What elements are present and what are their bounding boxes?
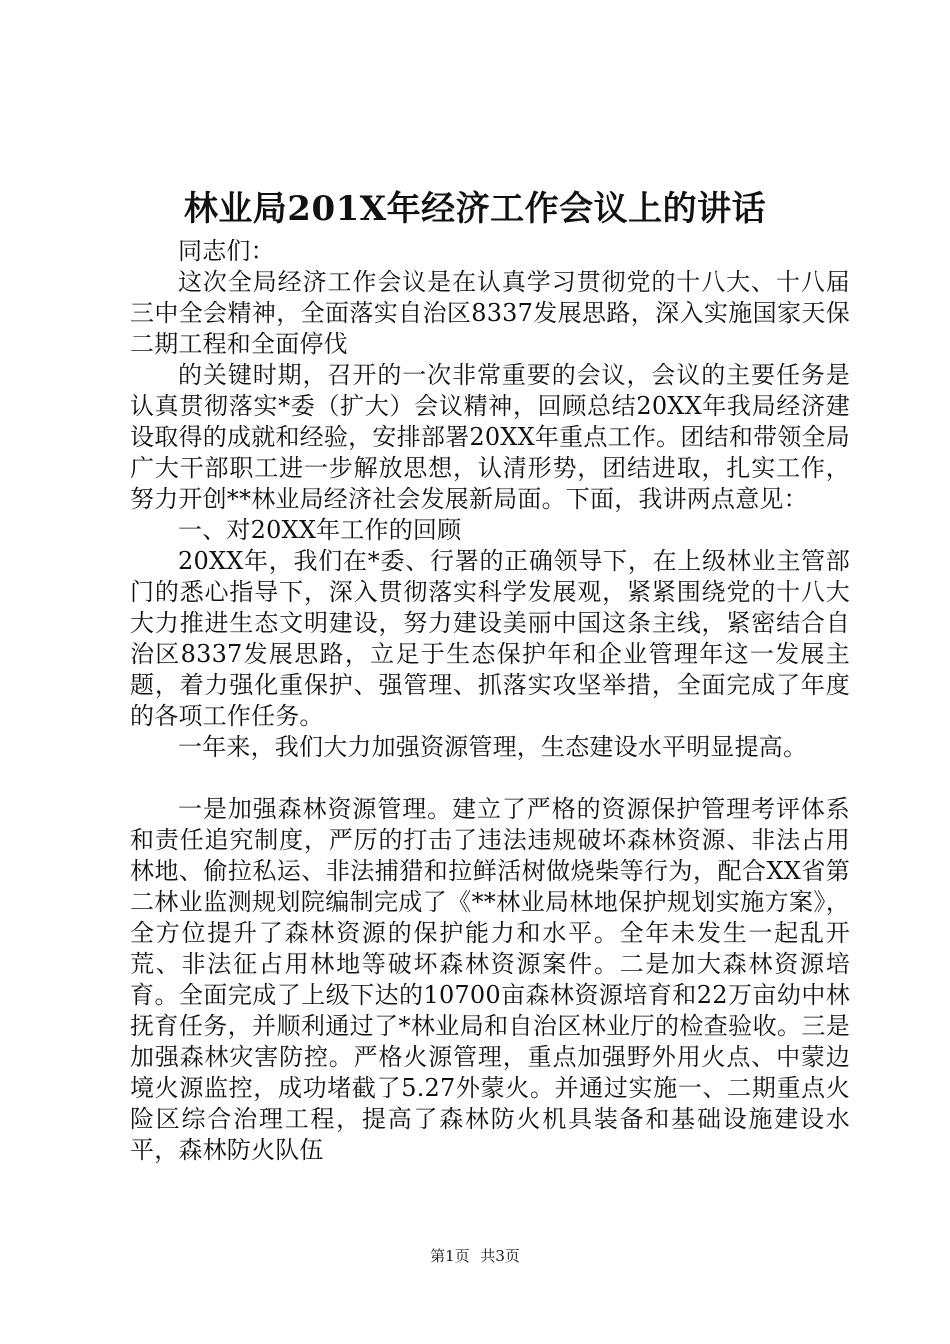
paragraph-intro: 这次全局经济工作会议是在认真学习贯彻党的十八大、十八届三中全会精神，全面落实自治区8337发展思路，深入实施国家天保二期工程和全面停伐: [130, 268, 850, 358]
page-total: 共3页: [480, 1247, 520, 1265]
paragraph-review: 20XX年，我们在*委、行署的正确领导下，在上级林业主管部门的悉心指导下，深入贯彻落实科学发展观，紧紧围绕党的十八大大力推进生态文明建设，努力建设美丽中国这条主线，紧密结合自治区8337发展思路，立足于生态保护年和企业管理年这一发展主题，着力强化重保护、强管理、抓落实攻坚举措，全面完成了年度的各项工作任务。: [130, 547, 850, 730]
paragraph-details: 一是加强森林资源管理。建立了严格的资源保护管理考评体系和责任追究制度，严厉的打击了违法违规破坏森林资源、非法占用林地、偷拉私运、非法捕猎和拉鲜活树做烧柴等行为，配合XX省第二林业监测规划院编制完成了《**林业局林地保护规划实施方案》，全方位提升了森林资源的保护能力和水平。全年未发生一起乱开荒、非法征占用林地等破坏森林资源案件。二是加大森林资源培育。全面完成了上级下达的10700亩森林资源培育和22万亩幼中林抚育任务，并顺利通过了*林业局和自治区林业厅的检查验收。三是加强森林灾害防控。严格火源管理，重点加强野外用火点、中蒙边境火源监控，成功堵截了5.27外蒙火。并通过实施一、二期重点火险区综合治理工程，提高了森林防火机具装备和基础设施建设水平，森林防火队伍: [130, 795, 850, 1164]
paragraph-summary: 一年来，我们大力加强资源管理，生态建设水平明显提高。: [178, 733, 808, 761]
page-footer: [0, 1246, 950, 1266]
document-body: [130, 236, 850, 1166]
paragraph-context: 的关键时期，召开的一次非常重要的会议，会议的主要任务是认真贯彻落实*委（扩大）会议精神，回顾总结20XX年我局经济建设取得的成就和经验，安排部署20XX年重点工作。团结和带领全局广大干部职工进一步解放思想，认清形势，团结进取，扎实工作，努力开创**林业局经济社会发展新局面。下面，我讲两点意见：: [130, 361, 850, 513]
section-heading: 一、对20XX年工作的回顾: [178, 516, 462, 544]
page-number: 第1页: [430, 1247, 470, 1265]
document-title: 林业局201X年经济工作会议上的讲话: [183, 189, 767, 229]
salutation: 同志们：: [178, 237, 275, 265]
